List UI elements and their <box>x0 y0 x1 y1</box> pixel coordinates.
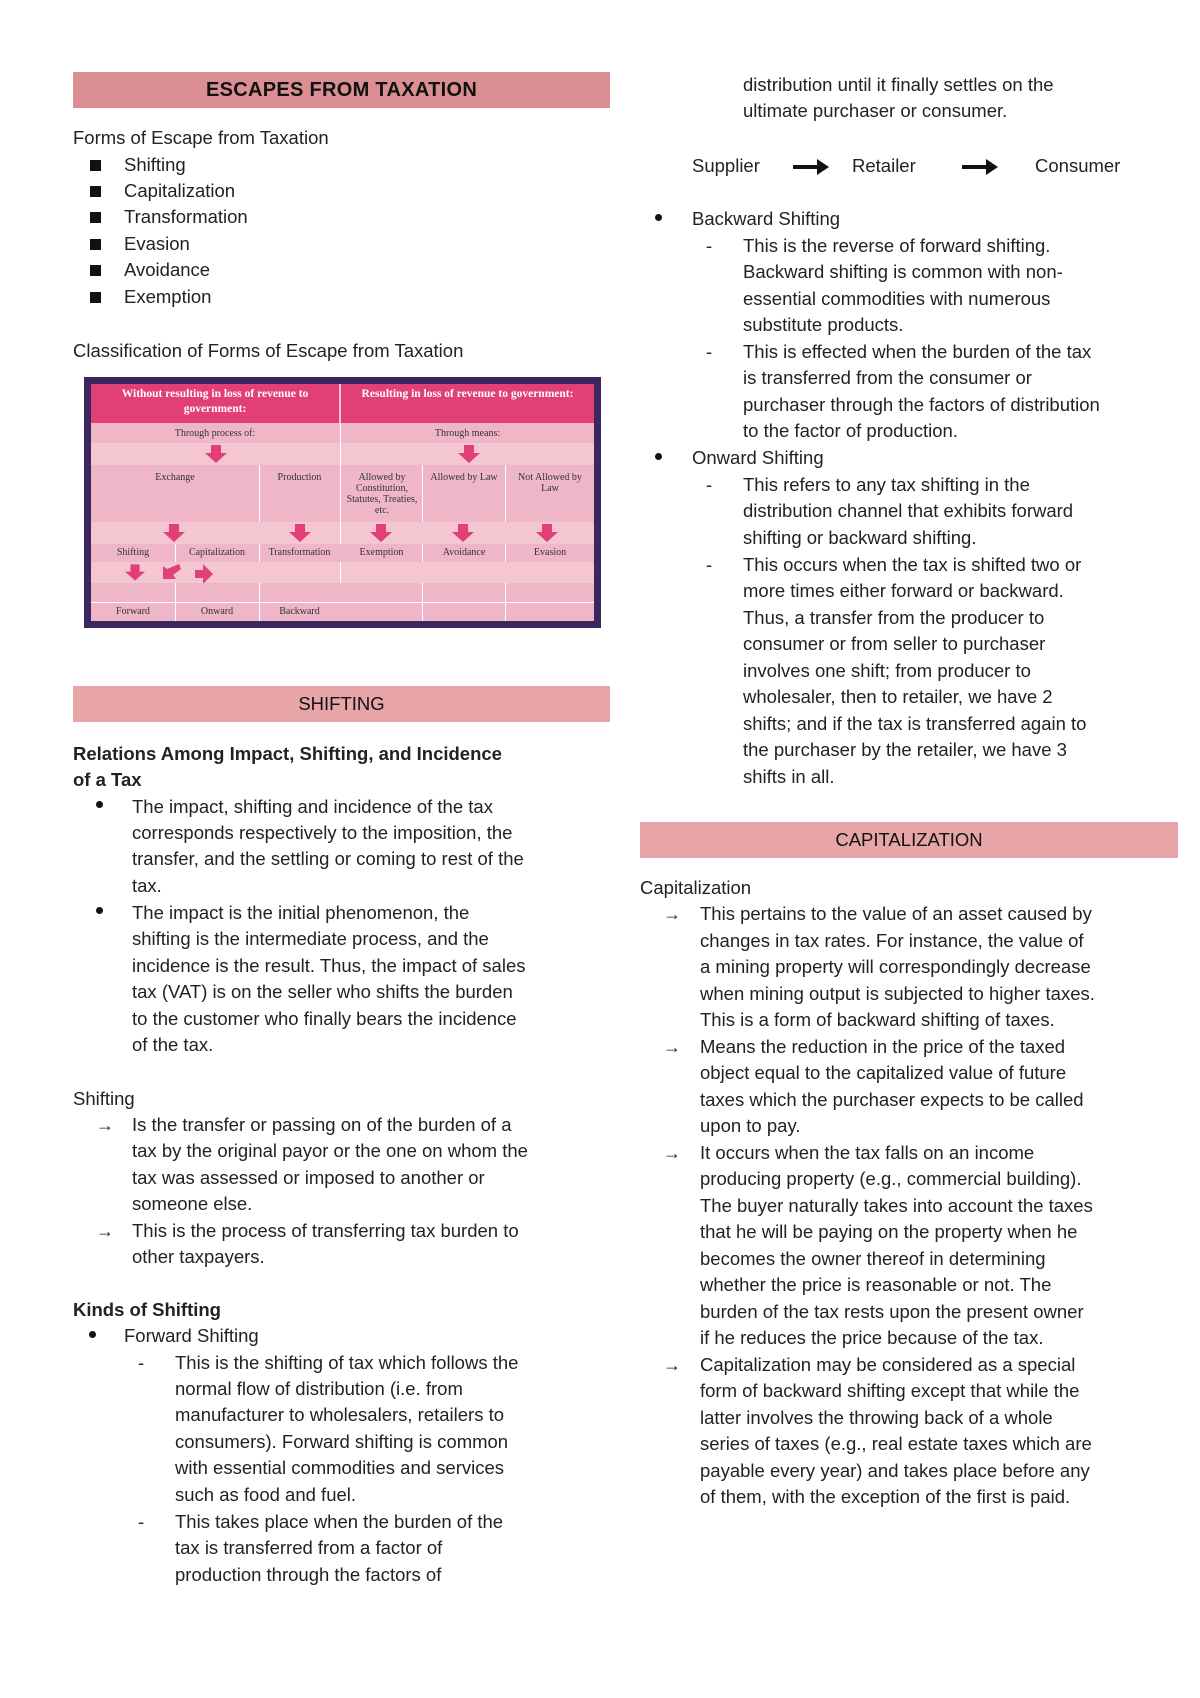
diagram-exchange: Exchange <box>155 472 195 483</box>
diagram-onward: Onward <box>200 606 234 617</box>
bullet-square-icon <box>90 265 101 276</box>
onward-line: involves one shift; from producer to <box>743 660 1031 681</box>
flow-consumer: Consumer <box>1035 155 1121 176</box>
arrow-bullet-icon: → <box>663 904 681 924</box>
forward-cont-line: ultimate purchaser or consumer. <box>743 100 1008 121</box>
list-item: Exemption <box>124 286 212 307</box>
list-item: Transformation <box>124 206 248 227</box>
capitalization-line: object equal to the capitalized value of future <box>700 1062 1067 1083</box>
bullet-dot-icon <box>96 801 103 808</box>
onward-line: more times either forward or backward. <box>743 580 1064 601</box>
shifting-line: This is the process of transferring tax burden to <box>132 1220 519 1241</box>
arrow-bullet-icon: → <box>663 1143 681 1163</box>
bullet-square-icon <box>90 239 101 250</box>
arrow-down-left-icon <box>163 564 181 582</box>
capitalization-line: producing property (e.g., commercial building). <box>700 1168 1082 1189</box>
shifting-line: tax was assessed or imposed to another or <box>132 1167 485 1188</box>
capitalization-line: Means the reduction in the price of the taxed <box>700 1036 1066 1057</box>
capitalization-line: a mining property will correspondingly decrease <box>700 956 1091 977</box>
arrow-bullet-icon: → <box>96 1115 114 1135</box>
relations-line: transfer, and the settling or coming to rest of the <box>132 848 524 869</box>
arrow-right-icon <box>195 564 213 584</box>
forward-line: consumers). Forward shifting is common <box>175 1431 509 1452</box>
diagram-shifting: Shifting <box>116 547 150 558</box>
backward-shifting-label: Backward Shifting <box>692 208 841 229</box>
backward-line: to the factor of production. <box>743 420 958 441</box>
shifting-band <box>73 686 610 722</box>
bullet-dot-icon <box>89 1331 96 1338</box>
arrow-down-icon <box>289 524 311 542</box>
backward-line: This is the reverse of forward shifting. <box>743 235 1051 256</box>
capitalization-line: Capitalization may be considered as a special <box>700 1354 1076 1375</box>
relations-line: tax (VAT) is on the seller who shifts the burden <box>132 981 513 1002</box>
backward-line: Backward shifting is common with non- <box>743 261 1063 282</box>
capitalization-line: if he reduces the price because of the tax. <box>700 1327 1044 1348</box>
shifting-line: Is the transfer or passing on of the burden of a <box>132 1114 512 1135</box>
backward-line: substitute products. <box>743 314 904 335</box>
onward-line: wholesaler, then to retailer, we have 2 <box>743 686 1053 707</box>
arrow-right-icon <box>793 158 829 176</box>
backward-line: purchaser through the factors of distribution <box>743 394 1100 415</box>
capitalization-line: upon to pay. <box>700 1115 801 1136</box>
onward-shifting-label: Onward Shifting <box>692 447 824 468</box>
dash-bullet-icon: - <box>138 1511 145 1532</box>
capitalization-line: This is a form of backward shifting of taxes. <box>700 1009 1055 1030</box>
forward-line: such as food and fuel. <box>175 1484 357 1505</box>
diagram-capitalization: Capitalization <box>188 547 246 558</box>
backward-line: is transferred from the consumer or <box>743 367 1032 388</box>
forward-line: This is the shifting of tax which follows the <box>175 1352 519 1373</box>
forward-cont-line: distribution until it finally settles on the <box>743 74 1054 95</box>
relations-heading: Relations Among Impact, Shifting, and Incidence <box>73 743 502 764</box>
bullet-square-icon <box>90 212 101 223</box>
capitalization-line: becomes the owner thereof in determining <box>700 1248 1046 1269</box>
capitalization-band-label: CAPITALIZATION <box>835 829 983 850</box>
forms-heading: Forms of Escape from Taxation <box>73 127 329 148</box>
shifting-line: other taxpayers. <box>132 1246 265 1267</box>
capitalization-line: This pertains to the value of an asset caused by <box>700 903 1092 924</box>
forward-line: manufacturer to wholesalers, retailers to <box>175 1404 505 1425</box>
diagram-means-label: Through means: <box>434 428 501 439</box>
page-title: ESCAPES FROM TAXATION <box>205 79 478 101</box>
diagram-production: Production <box>277 472 322 483</box>
bullet-square-icon <box>90 186 101 197</box>
diagram-exemption: Exemption <box>359 547 404 558</box>
capitalization-heading: Capitalization <box>640 877 752 898</box>
capitalization-line: The buyer naturally takes into account the taxes <box>700 1195 1093 1216</box>
capitalization-line: latter involves the throwing back of a whole <box>700 1407 1053 1428</box>
capitalization-band <box>640 822 1178 858</box>
capitalization-line: It occurs when the tax falls on an income <box>700 1142 1035 1163</box>
dash-bullet-icon: - <box>138 1352 145 1373</box>
relations-line: tax. <box>132 875 162 896</box>
capitalization-line: taxes which the purchaser expects to be called <box>700 1089 1084 1110</box>
shifting-line: someone else. <box>132 1193 253 1214</box>
capitalization-line: changes in tax rates. For instance, the value of <box>700 930 1084 951</box>
onward-line: shifts; and if the tax is transferred again to <box>743 713 1087 734</box>
relations-line: to the customer who finally bears the incidence <box>132 1008 517 1029</box>
onward-line: shifting or backward shifting. <box>743 527 977 548</box>
arrow-down-icon <box>458 445 480 463</box>
arrow-down-icon <box>125 564 145 581</box>
diagram-process-label: Through process of: <box>174 428 256 439</box>
bullet-dot-icon <box>96 907 103 914</box>
forward-line: tax is transferred from a factor of <box>175 1537 443 1558</box>
classification-diagram <box>84 377 601 628</box>
onward-line: This refers to any tax shifting in the <box>743 474 1030 495</box>
forward-shifting-label: Forward Shifting <box>124 1325 259 1346</box>
onward-line: shifts in all. <box>743 766 835 787</box>
arrow-right-icon <box>962 158 998 176</box>
dash-bullet-icon: - <box>706 235 713 256</box>
list-item: Capitalization <box>124 180 236 201</box>
capitalization-line: series of taxes (e.g., real estate taxes which are <box>700 1433 1092 1454</box>
relations-line: The impact is the initial phenomenon, the <box>132 902 470 923</box>
capitalization-line: burden of the tax rests upon the present owner <box>700 1301 1084 1322</box>
dash-bullet-icon: - <box>706 341 713 362</box>
bullet-square-icon <box>90 160 101 171</box>
capitalization-line: when mining output is subjected to higher taxes. <box>700 983 1095 1004</box>
bullet-square-icon <box>90 292 101 303</box>
diagram-header-left: Without resulting in loss of revenue to government: <box>91 384 339 423</box>
shifting-band-label: SHIFTING <box>298 693 385 714</box>
backward-line: essential commodities with numerous <box>743 288 1051 309</box>
bullet-dot-icon <box>655 453 662 460</box>
relations-line: shifting is the intermediate process, and the <box>132 928 489 949</box>
flow-retailer: Retailer <box>852 155 916 176</box>
diagram-forward: Forward <box>116 606 150 617</box>
diagram-allowed-constitution: Allowed by Constitution, Statutes, Treaties, etc. <box>346 472 418 516</box>
arrow-down-icon <box>536 524 558 542</box>
relations-line: corresponds respectively to the imposition, the <box>132 822 513 843</box>
shifting-heading: Shifting <box>73 1088 135 1109</box>
diagram-avoidance: Avoidance <box>442 547 486 558</box>
capitalization-line: form of backward shifting except that while the <box>700 1380 1080 1401</box>
arrow-down-icon <box>370 524 392 542</box>
forward-line: production through the factors of <box>175 1564 442 1585</box>
forward-line: This takes place when the burden of the <box>175 1511 504 1532</box>
capitalization-line: of them, with the exception of the first is paid. <box>700 1486 1071 1507</box>
arrow-bullet-icon: → <box>663 1355 681 1375</box>
classification-heading: Classification of Forms of Escape from Taxation <box>73 340 464 361</box>
arrow-bullet-icon: → <box>663 1037 681 1057</box>
diagram-header-right: Resulting in loss of revenue to government: <box>341 384 594 423</box>
diagram-not-allowed-law: Not Allowed by Law <box>518 472 582 494</box>
diagram-evasion: Evasion <box>533 547 567 558</box>
capitalization-line: that he will be paying on the property when he <box>700 1221 1078 1242</box>
list-item: Shifting <box>124 154 186 175</box>
bullet-dot-icon <box>655 214 662 221</box>
shifting-line: tax by the original payor or the one on whom the <box>132 1140 528 1161</box>
relations-line: The impact, shifting and incidence of the tax <box>132 796 493 817</box>
diagram-allowed-law: Allowed by Law <box>430 472 498 483</box>
onward-line: the purchaser by the retailer, we have 3 <box>743 739 1067 760</box>
forward-line: normal flow of distribution (i.e. from <box>175 1378 463 1399</box>
dash-bullet-icon: - <box>706 474 713 495</box>
arrow-down-icon <box>452 524 474 542</box>
forward-line: with essential commodities and services <box>175 1457 505 1478</box>
backward-line: This is effected when the burden of the tax <box>743 341 1092 362</box>
title-band <box>73 72 610 108</box>
kinds-heading: Kinds of Shifting <box>73 1299 221 1320</box>
relations-line: incidence is the result. Thus, the impact of sales <box>132 955 526 976</box>
onward-line: Thus, a transfer from the producer to <box>743 607 1045 628</box>
arrow-down-icon <box>163 524 185 542</box>
arrow-down-icon <box>205 445 227 463</box>
arrow-bullet-icon: → <box>96 1221 114 1241</box>
list-item: Avoidance <box>124 259 211 280</box>
onward-line: This occurs when the tax is shifted two or <box>743 554 1082 575</box>
capitalization-line: payable every year) and takes place before any <box>700 1460 1090 1481</box>
relations-heading-cont: of a Tax <box>73 769 142 790</box>
diagram-backward: Backward <box>279 606 320 617</box>
onward-line: distribution channel that exhibits forward <box>743 500 1074 521</box>
capitalization-line: whether the price is reasonable or not. The <box>700 1274 1052 1295</box>
flow-supplier: Supplier <box>692 155 760 176</box>
diagram-transformation: Transformation <box>268 547 331 558</box>
onward-line: consumer or from seller to purchaser <box>743 633 1046 654</box>
list-item: Evasion <box>124 233 190 254</box>
dash-bullet-icon: - <box>706 554 713 575</box>
relations-line: of the tax. <box>132 1034 214 1055</box>
